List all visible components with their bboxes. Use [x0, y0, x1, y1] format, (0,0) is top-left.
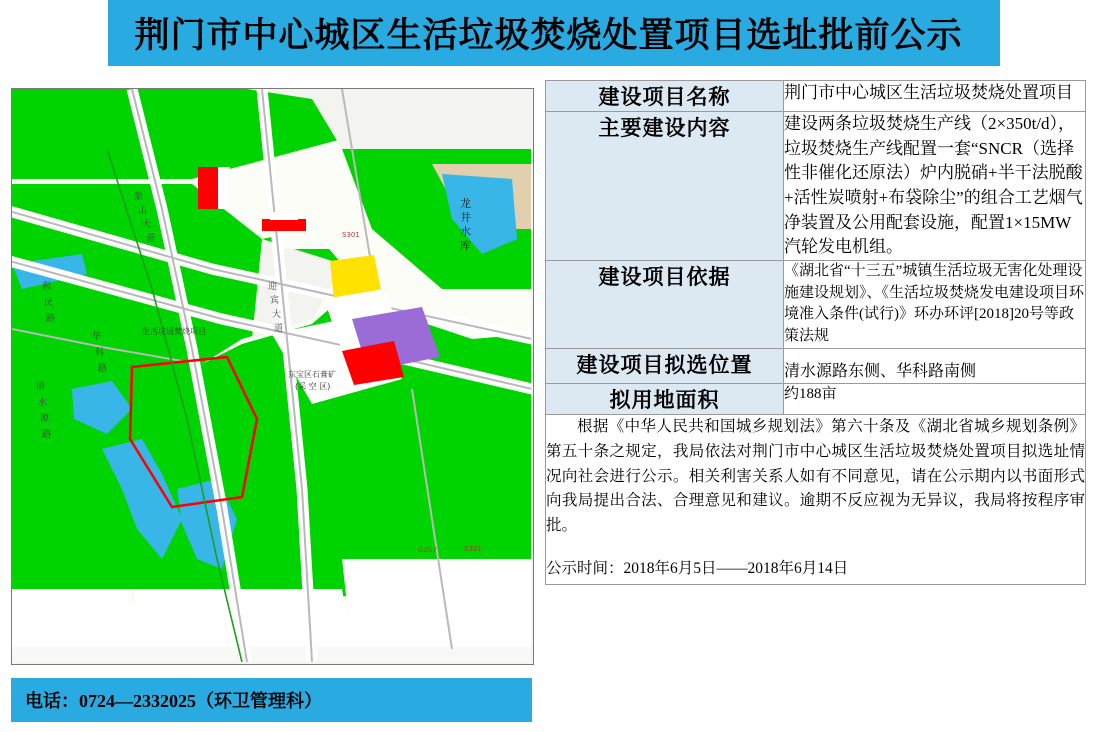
svg-text:G207: G207: [418, 546, 437, 554]
svg-text:大: 大: [142, 220, 152, 230]
page-banner: [0, 0, 1097, 66]
svg-text:生活垃圾焚烧项目: 生活垃圾焚烧项目: [142, 327, 206, 336]
map-graphic: [12, 89, 531, 662]
svg-text:S301: S301: [342, 231, 360, 239]
svg-text:(采 空 区): (采 空 区): [295, 382, 331, 391]
svg-text:道: 道: [146, 234, 156, 244]
notice-cell: [546, 415, 1086, 585]
svg-text:宾: 宾: [270, 296, 280, 306]
row-value-location: 清水源路东侧、华科路南侧: [784, 348, 1086, 383]
svg-text:迎: 迎: [268, 282, 278, 292]
row-label-location: 建设项目拟选位置: [546, 348, 784, 383]
svg-text:象: 象: [134, 192, 144, 202]
svg-text:东宝区石膏矿: 东宝区石膏矿: [288, 370, 336, 379]
svg-text:水: 水: [460, 225, 471, 238]
svg-text:山: 山: [138, 206, 148, 216]
page-title: 荆门市中心城区生活垃圾焚烧处置项目选址批前公示: [134, 16, 963, 55]
row-value-project-name: 荆门市中心城区生活垃圾焚烧处置项目: [784, 81, 1086, 112]
svg-text:路: 路: [46, 314, 56, 324]
table-row: [546, 260, 1086, 348]
project-info-table: [545, 80, 1086, 585]
svg-text:路: 路: [98, 364, 108, 374]
svg-text:大: 大: [272, 310, 282, 320]
svg-text:路: 路: [42, 430, 52, 440]
row-value-area: 约188亩: [784, 384, 1086, 415]
svg-text:民: 民: [44, 298, 54, 308]
site-map: [11, 88, 534, 665]
banner-left-spacer: [0, 0, 108, 66]
svg-text:源: 源: [40, 414, 50, 424]
svg-text:水: 水: [38, 398, 48, 408]
notice-paragraph: 根据《中华人民共和国城乡规划法》第六十条及《湖北省城乡规划条例》第五十条之规定，我局依法对荆门市中心城区生活垃圾焚烧处置项目拟选址情况向社会进行公示。相关利害关系人如有不同意见，请在公示期内以书面形式向我局提出合法、合理意见和建议。逾期不反应视为无异议，我局将按程序审批。: [546, 418, 1085, 535]
project-info-table-wrap: [545, 80, 1086, 585]
svg-text:道: 道: [274, 324, 284, 334]
table-row: [546, 348, 1086, 383]
svg-text:利: 利: [42, 282, 52, 292]
contact-phone-bar: [11, 678, 532, 722]
svg-text:科: 科: [95, 348, 105, 358]
table-row: [546, 112, 1086, 261]
row-label-project-name: 建设项目名称: [546, 81, 784, 112]
svg-text:S301: S301: [464, 545, 482, 553]
svg-text:库: 库: [460, 239, 471, 252]
table-row: [546, 81, 1086, 112]
banner-right-spacer: [1000, 0, 1097, 66]
notice-date-line: 公示时间：2018年6月5日——2018年6月14日: [546, 560, 849, 578]
row-label-basis: 建设项目依据: [546, 260, 784, 348]
svg-text:龙: 龙: [460, 197, 471, 210]
row-label-area: 拟用地面积: [546, 384, 784, 415]
svg-text:井: 井: [460, 211, 471, 224]
table-row-notice: [546, 415, 1086, 585]
svg-text:华: 华: [92, 332, 102, 342]
row-value-main-content: 建设两条垃圾焚烧生产线（2×350t/d），垃圾焚烧生产线配置一套“SNCR（选择性非催化还原法）炉内脱硝+半干法脱酸+活性炭喷射+布袋除尘”的组合工艺烟气净装置及公用配套设施，配置1×15MW汽轮发电机组。: [784, 112, 1086, 261]
row-label-main-content: 主要建设内容: [546, 112, 784, 261]
svg-text:清: 清: [36, 382, 46, 392]
row-value-basis: 《湖北省“十三五”城镇生活垃圾无害化处理设施建设规划》、《生活垃圾焚烧发电建设项目环境准入条件(试行)》环办环评[2018]20号等政策法规: [784, 260, 1086, 348]
table-row: [546, 384, 1086, 415]
contact-phone-text: 电话：0724—2332025（环卫管理科）: [25, 691, 322, 711]
